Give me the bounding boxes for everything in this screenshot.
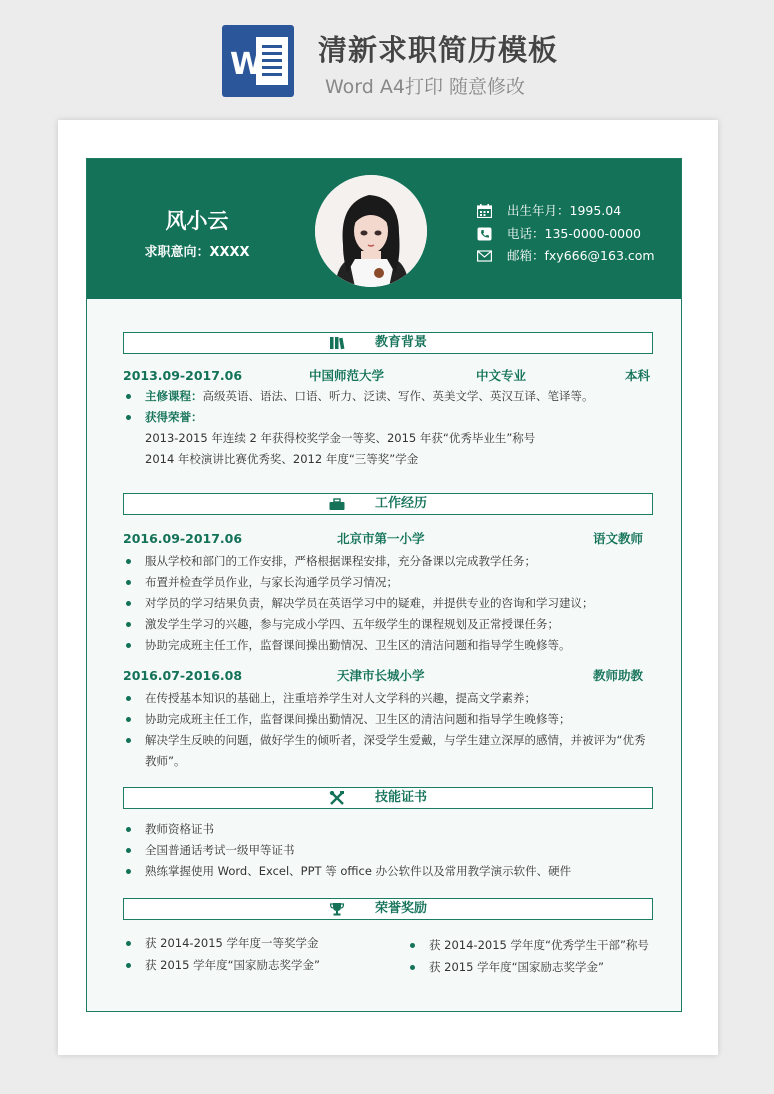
word-logo-letter: W <box>230 47 264 82</box>
job-duty: 对学员的学习结果负责，解决学员在英语学习中的疑难，并提供专业的咨询和学习建议； <box>145 593 594 613</box>
section-honors <box>123 898 653 920</box>
phone-icon <box>477 227 492 241</box>
job-role: 教师助教 <box>593 668 644 683</box>
honor-item: 获 2015 学年度“国家励志奖学金” <box>145 955 320 975</box>
job-duty: 协助完成班主任工作，监督课间操出勤情况、卫生区的清洁问题和指导学生晚修等。 <box>145 635 571 655</box>
section-skills <box>123 787 653 809</box>
section-education <box>123 332 653 354</box>
candidate-name: 风小云 <box>165 209 229 233</box>
job-org: 天津市长城小学 <box>337 668 425 683</box>
skill-item: 全国普通话考试一级甲等证书 <box>145 840 295 860</box>
honor-item: 获 2014-2015 学年度一等奖学金 <box>145 933 319 953</box>
skill-item: 熟练掌握使用 Word、Excel、PPT 等 office 办公软件以及常用教学演示软件、硬件 <box>145 861 571 881</box>
job-duty: 激发学生学习的兴趣，参与完成小学四、五年级学生的课程规划及正常授课任务； <box>145 614 559 634</box>
email-address: 邮箱：fxy666@163.com <box>507 248 655 263</box>
skill-item: 教师资格证书 <box>145 819 214 839</box>
job-role: 语文教师 <box>593 531 644 546</box>
birth-date: 出生年月：1995.04 <box>507 203 622 218</box>
banner-subtitle: Word A4打印 随意修改 <box>325 76 526 98</box>
edu-period: 2013.09-2017.06 <box>123 368 243 383</box>
resume-page <box>58 120 718 1055</box>
edu-courses-text: 高级英语、语法、口语、听力、泛读、写作、英美文学、英汉互译、笔译等。 <box>202 389 594 403</box>
resume-frame <box>86 158 682 1012</box>
edu-courses <box>145 386 594 406</box>
section-honors-title: 荣誉奖励 <box>374 901 427 916</box>
banner-title: 清新求职简历模板 <box>318 33 559 67</box>
edu-courses-label: 主修课程： <box>145 389 203 403</box>
edu-honors <box>145 407 203 427</box>
job-period: 2016.09-2017.06 <box>123 531 243 546</box>
section-work-title: 工作经历 <box>374 496 427 511</box>
section-education-title: 教育背景 <box>374 335 427 350</box>
job-duty: 在传授基本知识的基础上，注重培养学生对人文学科的兴趣，提高文学素养； <box>145 688 536 708</box>
edu-honor-line: 2013-2015 年连续 2 年获得校奖学金一等奖、2015 年获“优秀毕业生”称号 <box>145 431 536 445</box>
calendar-icon <box>477 204 492 218</box>
mail-icon <box>477 249 492 263</box>
job-period: 2016.07-2016.08 <box>123 668 243 683</box>
job-duty: 协助完成班主任工作，监督课间操出勤情况、卫生区的清洁问题和指导学生晚修等； <box>145 709 571 729</box>
job-duty: 服从学校和部门的工作安排，严格根据课程安排，充分备课以完成教学任务； <box>145 551 536 571</box>
honor-item: 获 2015 学年度“国家励志奖学金” <box>429 957 604 977</box>
job-org: 北京市第一小学 <box>337 531 425 546</box>
template-banner <box>0 0 774 110</box>
phone-number: 电话：135-0000-0000 <box>507 226 642 241</box>
job-duty-continuation: 教师”。 <box>145 754 186 768</box>
section-skills-title: 技能证书 <box>374 790 427 805</box>
resume-header <box>87 159 681 299</box>
edu-school: 中国师范大学 <box>309 368 385 383</box>
job-intent: 求职意向：XXXX <box>144 245 250 260</box>
word-logo <box>222 25 294 97</box>
edu-major: 中文专业 <box>476 368 527 383</box>
honor-item: 获 2014-2015 学年度“优秀学生干部”称号 <box>429 935 649 955</box>
edu-honor-line: 2014 年校演讲比赛优秀奖、2012 年度“三等奖”学金 <box>145 452 419 466</box>
avatar <box>315 175 427 287</box>
edu-honors-label: 获得荣誉： <box>145 410 203 424</box>
job-duty: 布置并检查学员作业，与家长沟通学员学习情况； <box>145 572 398 592</box>
portrait-illustration <box>315 175 427 287</box>
edu-degree: 本科 <box>625 368 651 383</box>
job-duty: 解决学生反映的问题，做好学生的倾听者，深受学生爱戴，与学生建立深厚的感情，并被评为“优秀 <box>145 730 645 750</box>
section-work <box>123 493 653 515</box>
